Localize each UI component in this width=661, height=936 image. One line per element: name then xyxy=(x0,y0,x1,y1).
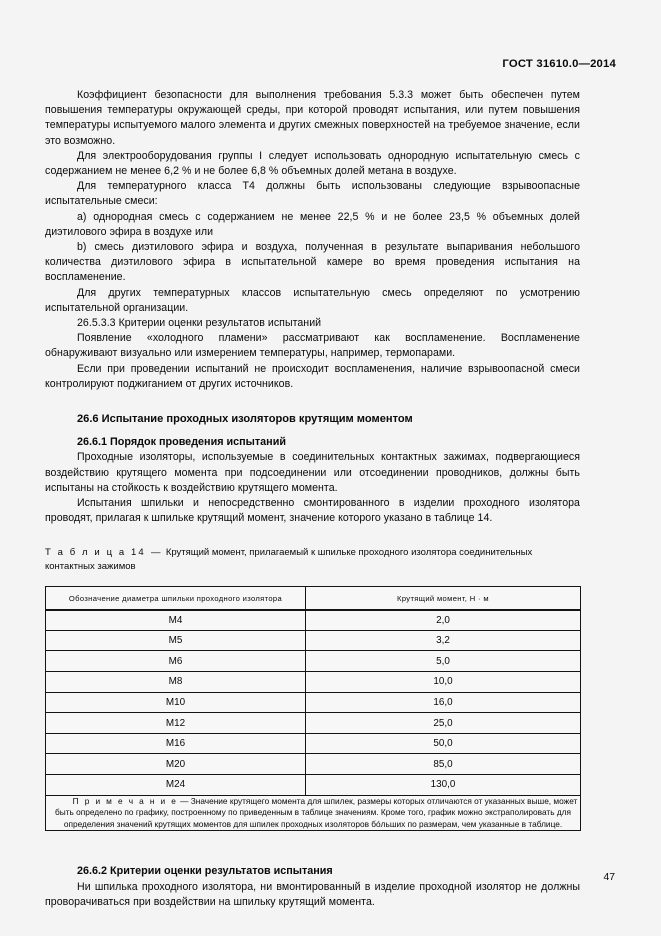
paragraph-cold-flame: Появление «холодного пламени» рассматривают как воспламенение. Воспламенение обнаруживают визуально или измерением температуры, например, термопарами. xyxy=(45,332,580,360)
cell-stud-diameter: М5 xyxy=(46,630,306,651)
subsection-heading-26-6-1: 26.6.1 Порядок проведения испытаний xyxy=(77,436,286,449)
clause-heading-26-5-3-3: 26.5.3.3 Критерии оценки результатов испытаний xyxy=(77,317,322,330)
paragraph-t4-class: Для температурного класса Т4 должны быть использованы следующие взрывоопасные испытательные смеси: xyxy=(45,180,580,208)
table-row xyxy=(46,733,581,754)
cell-torque: 130,0 xyxy=(306,775,581,796)
paragraph-group-i-mixture: Для электрооборудования группы I следует использовать однородную испытательную смесь с содержанием не менее 6,2 % и не более 6,8 % объемных долей метана в воздухе. xyxy=(45,149,580,178)
document-body-column xyxy=(45,88,580,910)
spacer xyxy=(45,573,580,586)
cell-torque: 3,2 xyxy=(306,630,581,651)
table-head xyxy=(46,587,581,610)
table-body xyxy=(46,610,581,831)
table-caption-label: Т а б л и ц а 14 xyxy=(45,547,146,559)
table-14-caption xyxy=(45,546,580,573)
cell-stud-diameter: М6 xyxy=(46,651,306,672)
table-row xyxy=(46,672,581,693)
spacer xyxy=(45,392,580,412)
paragraph-no-ignition: Если при проведении испытаний не происходит воспламенения, наличие взрывоопасной смеси контролируют поджиганием от других источников. xyxy=(45,362,580,390)
table-note-cell xyxy=(46,795,581,831)
table-row xyxy=(46,754,581,775)
section-heading-26-6: 26.6 Испытание проходных изоляторов крутящим моментом xyxy=(77,413,413,426)
cell-stud-diameter: М16 xyxy=(46,733,306,754)
table-caption-text: Крутящий момент, прилагаемый к шпильке проходного изолятора соединительных контактных зажимов xyxy=(45,547,533,572)
table-row xyxy=(46,692,581,713)
cell-torque: 50,0 xyxy=(306,733,581,754)
cell-torque: 10,0 xyxy=(306,672,581,693)
paragraph-other-classes: Для других температурных классов испытательную смесь определяют по усмотрению испытательной организации. xyxy=(45,286,580,314)
cell-torque: 25,0 xyxy=(306,713,581,734)
paragraph-bushing-test-procedure: Проходные изоляторы, используемые в соединительных контактных зажимах, подвергающиеся воздействию крутящего момента при подсоединении или отсоединении проводников, должны быть испытаны на стойкость к воздействию крутящего момента. xyxy=(45,451,580,494)
cell-torque: 85,0 xyxy=(306,754,581,775)
table-header-row xyxy=(46,587,581,610)
cell-stud-diameter: М20 xyxy=(46,754,306,775)
list-item-b: b) смесь диэтилового эфира и воздуха, полученная в результате выпаривания небольшого количества диэтилового эфира в испытательной камере во время проведения испытания на воспламенение. xyxy=(45,241,580,284)
note-label: П р и м е ч а н и е xyxy=(72,795,178,806)
table-row xyxy=(46,610,581,631)
table-row xyxy=(46,775,581,796)
note-dash: — xyxy=(180,795,189,806)
table-note-row xyxy=(46,795,581,831)
list-item-a: a) однородная смесь с содержанием не менее 22,5 % и не более 23,5 % объемных долей диэтилового эфира в воздухе или xyxy=(45,210,580,238)
cell-stud-diameter: М4 xyxy=(46,610,306,631)
cell-stud-diameter: М8 xyxy=(46,672,306,693)
page-header-standard-number: ГОСТ 31610.0—2014 xyxy=(502,58,616,70)
cell-stud-diameter: М10 xyxy=(46,692,306,713)
cell-torque: 5,0 xyxy=(306,651,581,672)
table-caption-dash: — xyxy=(151,547,161,559)
note-body: Значение крутящего момента для шпилек, размеры которых отличаются от указанных выше, может быть определено по графику, построенному по приведенным в таблице значениям. Кроме того, график можно экстраполировать для определения значений крутящих моментов для шпилек проходных изоляторов бóльших по размерам, чем указанные в таблице. xyxy=(55,795,578,829)
table-row xyxy=(46,713,581,734)
table-row xyxy=(46,630,581,651)
table-torque-values xyxy=(45,586,581,831)
spacer xyxy=(45,427,580,435)
page-number: 47 xyxy=(603,872,615,883)
spacer xyxy=(45,851,580,864)
table-row xyxy=(46,651,581,672)
cell-torque: 2,0 xyxy=(306,610,581,631)
paragraph-safety-factor: Коэффициент безопасности для выполнения требования 5.3.3 может быть обеспечен путем повышения температуры окружающей среды, при которой проводят испытания, или путем повышения температуры испытуемого малого элемента и других смежных поверхностей на требуемое значение, если это возможно. xyxy=(45,89,580,147)
cell-stud-diameter: М12 xyxy=(46,713,306,734)
cell-stud-diameter: М24 xyxy=(46,775,306,796)
column-header-stud-diameter: Обозначение диаметра шпильки проходного изолятора xyxy=(46,587,306,610)
paragraph-criteria-result: Ни шпилька проходного изолятора, ни вмонтированный в изделие проходной изолятор не должны проворачиваться при воздействии на шпильку крутящий момента. xyxy=(45,880,580,908)
cell-torque: 16,0 xyxy=(306,692,581,713)
spacer xyxy=(45,526,580,546)
paragraph-stud-torque-reference: Испытания шпильки и непосредственно смонтированного в изделии проходного изолятора проводят, прилагая к шпильке крутящий момент, значение которого указано в таблице 14. xyxy=(45,497,580,525)
spacer xyxy=(45,831,580,851)
column-header-torque: Крутящий момент, Н · м xyxy=(306,587,581,610)
subsection-heading-26-6-2: 26.6.2 Критерии оценки результатов испытания xyxy=(77,865,333,878)
table-note-paragraph xyxy=(46,796,580,831)
